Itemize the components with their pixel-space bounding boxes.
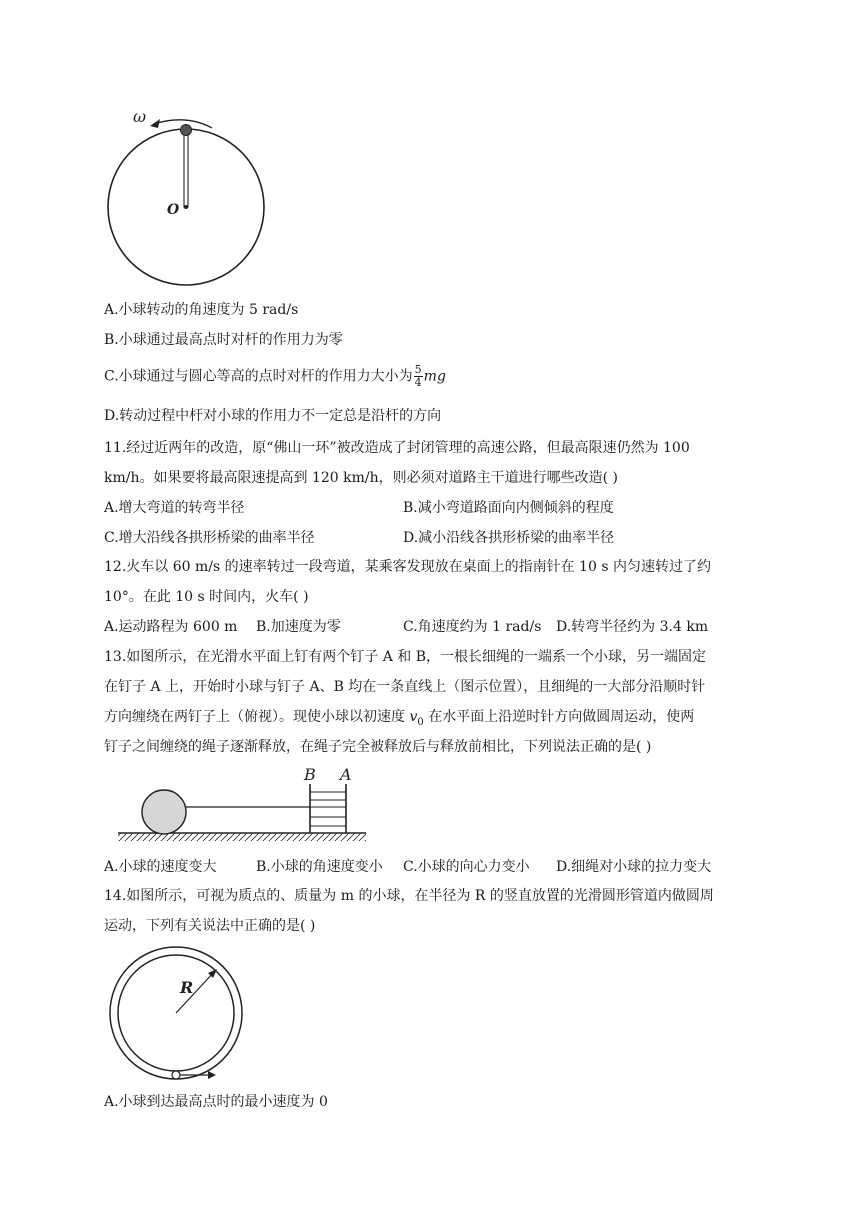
q14-option-a: A.小球到达最高点时的最小速度为 0 <box>104 1094 328 1110</box>
velocity-subscript: 0 <box>417 716 424 728</box>
center-label: O <box>167 202 180 218</box>
q11-option-c: C.增大沿线各拱形桥梁的曲率半径 <box>104 530 315 546</box>
ball <box>142 790 186 834</box>
radius-label: R <box>180 978 194 997</box>
nails-rope-figure <box>114 762 374 844</box>
q10-option-d: D.转动过程中杆对小球的作用力不一定总是沿杆的方向 <box>104 408 442 424</box>
q13-stem-line2: 在钉子 A 上，开始时小球与钉子 A、B 均在一条直线上（图示位置），且细绳的一大部分沿顺时针 <box>104 679 706 695</box>
q14-stem-line2: 运动，下列有关说法中正确的是( ) <box>104 918 316 934</box>
q10-option-c-text: C.小球通过与圆心等高的点时对杆的作用力大小为 <box>104 368 413 385</box>
circular-tube-figure <box>104 944 254 1084</box>
arrow-head <box>150 119 160 128</box>
q10-option-b: B.小球通过最高点时对杆的作用力为零 <box>104 332 343 348</box>
ball <box>181 125 192 136</box>
q10-option-a: A.小球转动的角速度为 5 rad/s <box>104 302 299 318</box>
q12-option-a: A.运动路程为 600 m <box>104 619 238 635</box>
q13-option-c: C.小球的向心力变小 <box>403 859 530 875</box>
q10-option-c <box>104 364 446 389</box>
q14-stem-line1: 14.如图所示，可视为质点的、质量为 m 的小球，在半径为 R 的竖直放置的光滑圆形管道内做圆周 <box>104 888 714 904</box>
rod <box>184 130 188 207</box>
q13-stem-line4: 钉子之间缠绕的绳子逐渐释放，在绳子完全被释放后与释放前相比，下列说法正确的是( ) <box>104 739 652 755</box>
ball <box>172 1071 180 1079</box>
fraction-denominator: 4 <box>414 376 422 389</box>
velocity-symbol: v <box>409 709 418 725</box>
q12-stem-line2: 10°。在此 10 s 时间内，火车( ) <box>104 589 309 605</box>
q13-stem-line3-a: 方向缠绕在两钉子上（俯视）。现使小球以初速度 <box>104 709 410 725</box>
nail-b-label: B <box>304 765 316 784</box>
q11-option-b: B.减小弯道路面向内侧倾斜的程度 <box>403 500 614 516</box>
q12-option-c: C.角速度约为 1 rad/s <box>403 619 542 635</box>
fraction-numerator: 5 <box>414 363 422 376</box>
q13-stem-line3 <box>104 707 694 733</box>
rotating-rod-figure <box>100 104 270 290</box>
velocity-arrow-head <box>208 1071 216 1079</box>
omega-label: ω <box>133 107 147 126</box>
q12-option-d: D.转弯半径约为 3.4 km <box>556 619 709 635</box>
center-dot <box>184 205 188 209</box>
q13-option-d: D.细绳对小球的拉力变大 <box>556 859 712 875</box>
q12-stem-line1: 12.火车以 60 m/s 的速率转过一段弯道，某乘客发现放在桌面上的指南针在 10 s 内匀速转过了约 <box>104 559 711 575</box>
q13-stem-line1: 13.如图所示，在光滑水平面上钉有两个钉子 A 和 B，一根长细绳的一端系一个小球，另一端固定 <box>104 649 707 665</box>
q11-option-a: A.增大弯道的转弯半径 <box>104 500 245 516</box>
ground-hatch <box>118 833 366 841</box>
nail-a-label: A <box>340 765 352 784</box>
q10-option-c-unit: mg <box>423 368 446 385</box>
q13-option-b: B.小球的角速度变小 <box>256 859 383 875</box>
q11-option-d: D.减小沿线各拱形桥梁的曲率半径 <box>403 530 615 546</box>
fraction <box>414 364 423 389</box>
q12-option-b: B.加速度为零 <box>256 619 341 635</box>
q11-stem-line1: 11.经过近两年的改造，原“佛山一环”被改造成了封闭管理的高速公路，但最高限速仍然为 100 <box>104 440 690 456</box>
q11-stem-line2: km/h。如果要将最高限速提高到 120 km/h，则必须对道路主干道进行哪些改造( ) <box>104 470 618 486</box>
q13-option-a: A.小球的速度变大 <box>104 859 217 875</box>
q13-stem-line3-b: 在水平面上沿逆时针方向做圆周运动，使两 <box>423 709 695 725</box>
